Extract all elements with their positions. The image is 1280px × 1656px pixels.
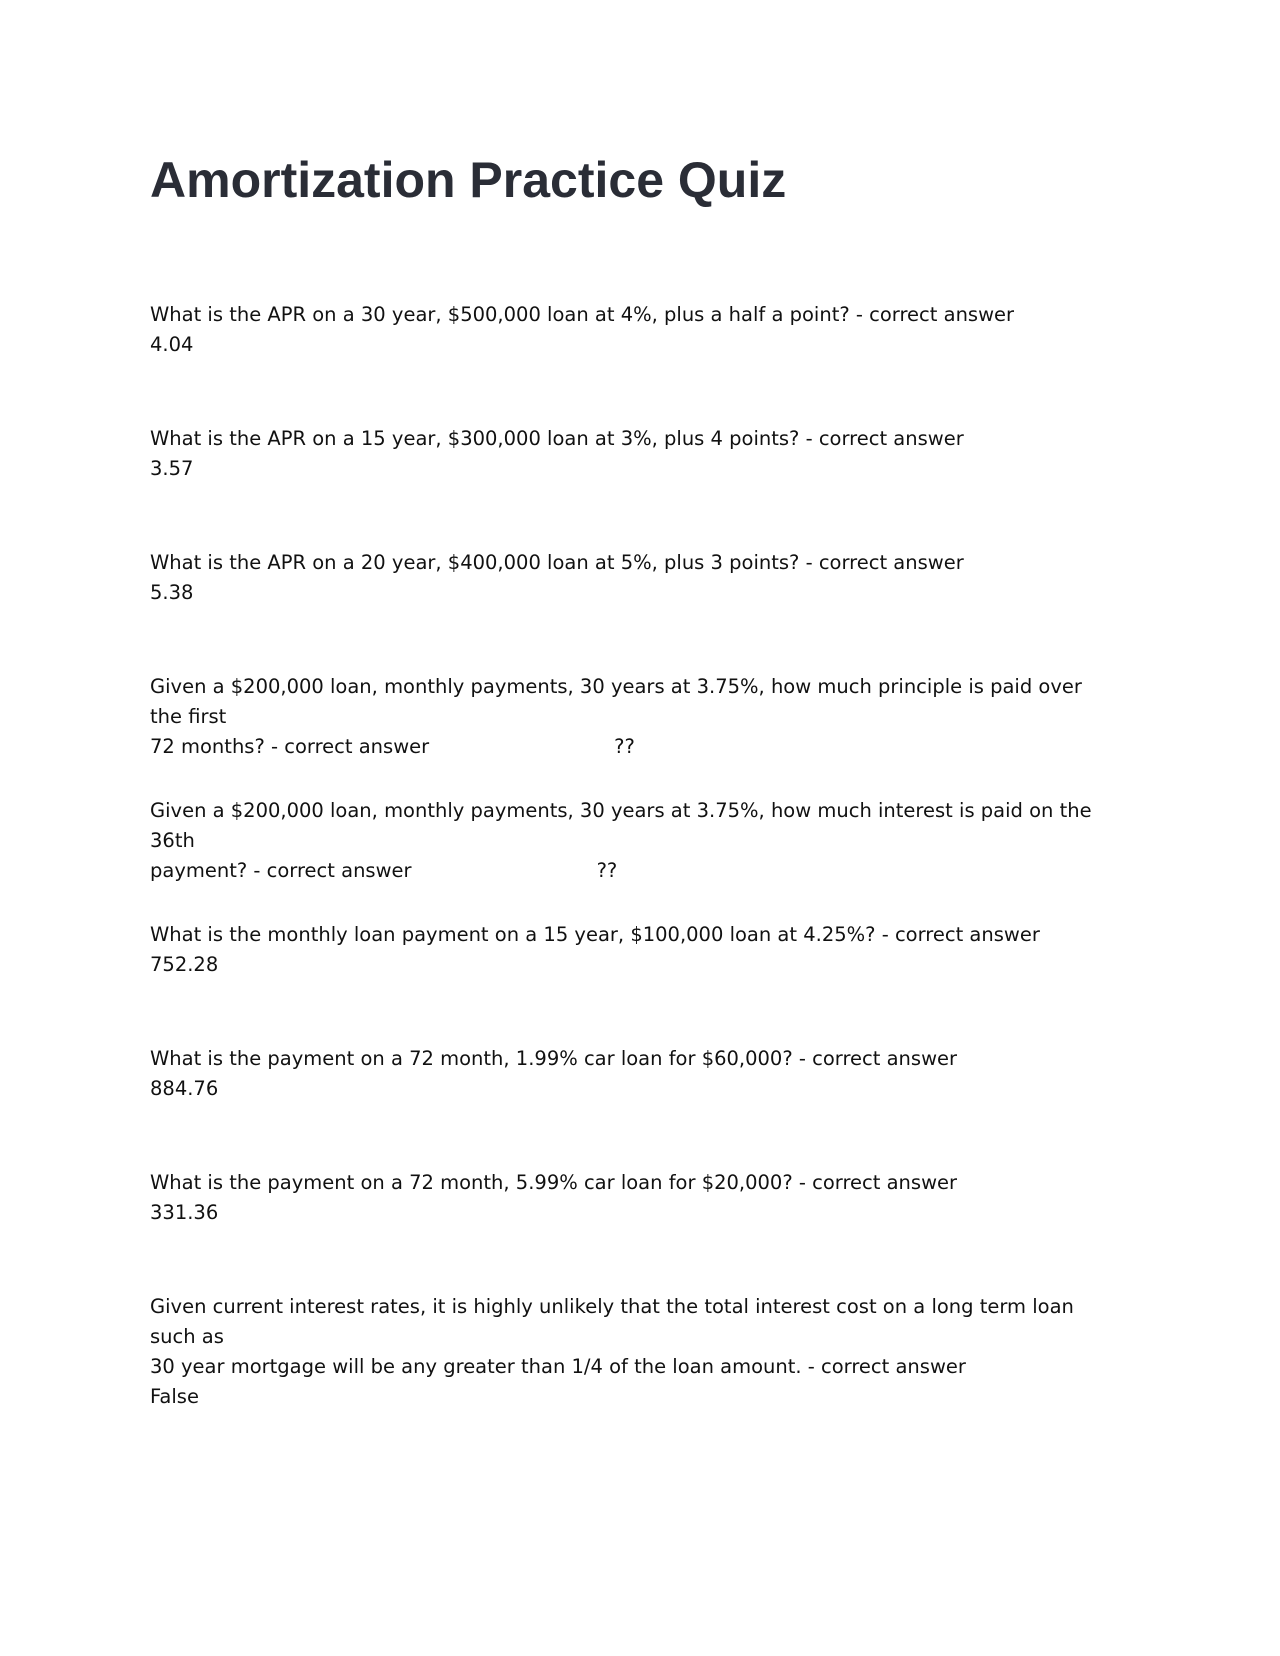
question-text-line1: Given a $200,000 loan, monthly payments, 30 years at 3.75%, how much interest is paid on the 36th <box>150 799 1092 852</box>
question-text: What is the APR on a 15 year, $300,000 loan at 3%, plus 4 points? - correct answer <box>150 427 964 450</box>
question-text: What is the APR on a 30 year, $500,000 loan at 4%, plus a half a point? - correct answer <box>150 303 1015 326</box>
qa-item-3 <box>150 548 1110 608</box>
qa-item-6 <box>150 920 1110 980</box>
qa-item-7 <box>150 1044 1110 1104</box>
qa-item-9 <box>150 1292 1110 1412</box>
page-title: Amortization Practice Quiz <box>150 152 787 208</box>
question-text-line2 <box>150 732 1110 762</box>
question-text: What is the payment on a 72 month, 1.99% car loan for $60,000? - correct answer <box>150 1047 958 1070</box>
answer-text: ?? <box>596 859 618 882</box>
question-text: What is the payment on a 72 month, 5.99% car loan for $20,000? - correct answer <box>150 1171 958 1194</box>
answer-text: ?? <box>614 735 635 758</box>
question-text-line2: 30 year mortgage will be any greater than 1/4 of the loan amount. - correct answer <box>150 1355 966 1378</box>
answer-text: 5.38 <box>150 581 194 604</box>
answer-text: 884.76 <box>150 1077 219 1100</box>
qa-item-8 <box>150 1168 1110 1228</box>
question-text: What is the APR on a 20 year, $400,000 loan at 5%, plus 3 points? - correct answer <box>150 551 964 574</box>
question-text-line1: Given current interest rates, it is highly unlikely that the total interest cost on a long term loan such as <box>150 1295 1074 1348</box>
question-text-line1: Given a $200,000 loan, monthly payments, 30 years at 3.75%, how much principle is paid over the first <box>150 675 1082 728</box>
answer-text: 3.57 <box>150 457 194 480</box>
qa-item-5 <box>150 796 1110 886</box>
question-text-line2-content: 72 months? - correct answer <box>150 735 430 758</box>
answer-text: 4.04 <box>150 333 194 356</box>
qa-item-4 <box>150 672 1110 762</box>
question-text-line2 <box>150 856 1110 886</box>
answer-text: 752.28 <box>150 953 219 976</box>
question-text-line2-content: payment? - correct answer <box>150 859 412 882</box>
answer-text: False <box>150 1385 199 1408</box>
question-text: What is the monthly loan payment on a 15 year, $100,000 loan at 4.25%? - correct answer <box>150 923 1040 946</box>
qa-item-2 <box>150 424 1110 484</box>
qa-item-1 <box>150 300 1110 360</box>
answer-text: 331.36 <box>150 1201 219 1224</box>
